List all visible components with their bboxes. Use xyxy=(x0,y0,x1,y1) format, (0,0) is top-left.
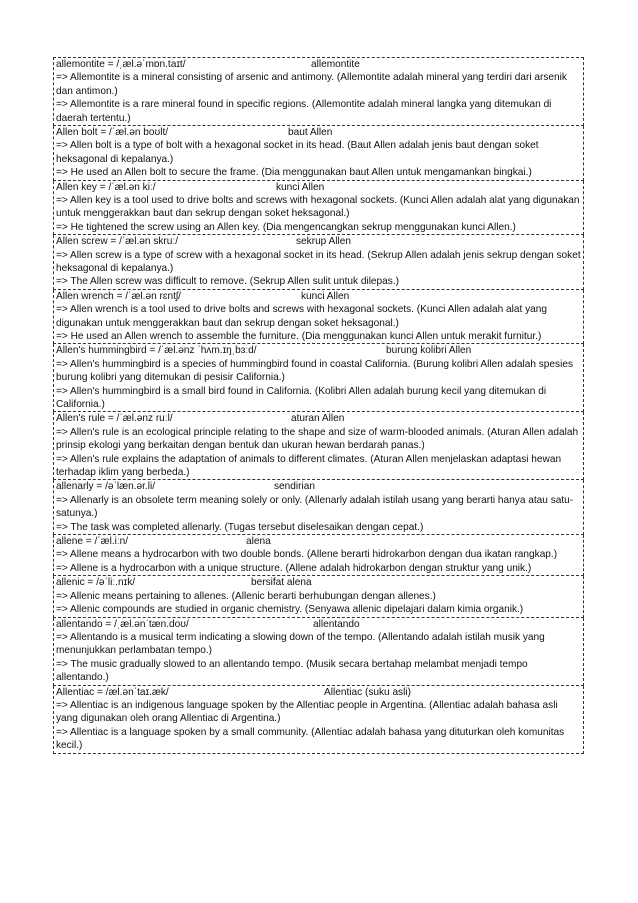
entry-example: => He used an Allen wrench to assemble the furniture. (Dia menggunakan kunci Allen untuk merakit furnitur.) xyxy=(56,331,542,343)
dictionary-entry xyxy=(53,686,584,754)
entry-header xyxy=(56,535,582,548)
entry-translation: baut Allen xyxy=(288,127,333,139)
entry-term: Allen wrench = /ˈæl.ən rɛntʃ/ xyxy=(56,290,181,302)
dictionary-entry xyxy=(53,576,584,617)
entry-example: => Allen wrench is a tool used to drive bolts and screws with hexagonal sockets. (Kunci Allen adalah alat yang digunakan untuk menggerakkan baut dan sekrup dengan soket heksagonal.) xyxy=(56,304,547,329)
entry-example: => The Allen screw was difficult to remove. (Sekrup Allen sulit untuk dilepas.) xyxy=(56,276,399,288)
dictionary-page xyxy=(53,57,584,754)
entry-header xyxy=(56,58,582,71)
dictionary-entry xyxy=(53,181,584,236)
entry-example: => Allene is a hydrocarbon with a unique structure. (Allene adalah hidrokarbon dengan struktur yang unik.) xyxy=(56,562,532,574)
entry-term: allentando = /ˌæl.ənˈtæn.doʊ/ xyxy=(56,618,189,630)
entry-example: => Allentiac is an indigenous language spoken by the Allentiac people in Argentina. (Allentiac adalah bahasa asli yang digunakan oleh orang Allentiac di Argentina.) xyxy=(56,699,558,725)
entry-term: allenic = /əˈliː.nɪk/ xyxy=(56,577,136,589)
entry-example: => He tightened the screw using an Allen key. (Dia mengencangkan sekrup menggunakan kunci Allen.) xyxy=(56,221,516,233)
entry-translation: kunci Allen xyxy=(276,181,325,193)
entry-term: Allen key = /ˈæl.ən kiː/ xyxy=(56,181,156,193)
entry-header xyxy=(56,290,582,303)
entry-example: => Allen's rule explains the adaptation of animals to different climates. (Aturan Allen menjelaskan adaptasi hewan terhadap iklim yang berbeda.) xyxy=(56,453,562,479)
entry-example: => Allentando is a musical term indicating a slowing down of the tempo. (Allentando adalah istilah musik yang menunjukkan perlambatan tempo.) xyxy=(56,631,545,657)
entry-header xyxy=(56,480,582,493)
entry-header xyxy=(56,344,582,357)
entry-translation: alena xyxy=(246,536,271,548)
entry-example: => Allentiac is a language spoken by a small community. (Allentiac adalah bahasa yang dituturkan oleh komunitas kecil.) xyxy=(56,726,565,752)
entry-example: => Allenic compounds are studied in organic chemistry. (Senyawa allenic dipelajari dalam kimia organik.) xyxy=(56,604,524,616)
entry-term: Allen bolt = /ˈæl.ən boʊlt/ xyxy=(56,127,169,139)
entry-translation: sendirian xyxy=(274,481,315,493)
entry-header xyxy=(56,181,582,194)
entry-example: => He used an Allen bolt to secure the frame. (Dia menggunakan baut Allen untuk mengamankan bingkai.) xyxy=(56,167,532,179)
dictionary-entry xyxy=(53,480,584,535)
dictionary-entry xyxy=(53,126,584,181)
entry-example: => Allemontite is a rare mineral found in specific regions. (Allemontite adalah mineral langka yang ditemukan di daerah tertentu.) xyxy=(56,99,552,124)
dictionary-entry xyxy=(53,535,584,576)
entry-translation: bersifat alena xyxy=(251,577,312,589)
dictionary-entry xyxy=(53,235,584,290)
entry-header xyxy=(56,618,582,631)
entry-term: Allentiac = /æl.ənˈtaɪ.æk/ xyxy=(56,686,169,698)
entry-translation: burung kolibri Allen xyxy=(386,345,472,357)
entry-example: => Allemontite is a mineral consisting of arsenic and antimony. (Allemontite adalah mineral yang terdiri dari arsenik dan antimon.) xyxy=(56,72,567,97)
entry-translation: allemontite xyxy=(311,59,360,70)
entry-term: Allen's rule = /ˈæl.ənz ruːl/ xyxy=(56,413,173,425)
dictionary-entry xyxy=(53,344,584,412)
entry-example: => Allen bolt is a type of bolt with a hexagonal socket in its head. (Baut Allen adalah jenis baut dengan soket heksagonal di kepalanya.) xyxy=(56,140,539,165)
entry-example: => Allen key is a tool used to drive bolts and screws with hexagonal sockets. (Kunci Allen adalah alat yang digunakan untuk menggerakkan baut dan sekrup dengan soket heksagonal.) xyxy=(56,195,580,220)
entry-term: allenarly = /əˈlæn.ər.li/ xyxy=(56,481,156,493)
entry-example: => Allene means a hydrocarbon with two double bonds. (Allene berarti hidrokarbon dengan dua ikatan rangkap.) xyxy=(56,549,558,561)
dictionary-entry xyxy=(53,412,584,480)
entry-translation: kunci Allen xyxy=(301,290,350,302)
dictionary-entry xyxy=(53,290,584,345)
entry-example: => Allenic means pertaining to allenes. (Allenic berarti berhubungan dengan allenes.) xyxy=(56,590,436,602)
entry-example: => Allen's rule is an ecological principle relating to the shape and size of warm-blooded animals. (Aturan Allen adalah prinsip ekologi yang berkaitan dengan bentuk dan ukuran hewan berdarah panas.) xyxy=(56,426,579,452)
dictionary-entry xyxy=(53,618,584,686)
entry-translation: Allentiac (suku asli) xyxy=(324,686,411,698)
entry-header xyxy=(56,576,582,589)
entry-term: Allen screw = /ˈæl.ən skruː/ xyxy=(56,236,179,248)
entry-example: => Allen screw is a type of screw with a hexagonal socket in its head. (Sekrup Allen adalah jenis sekrup dengan soket heksagonal di kepalanya.) xyxy=(56,249,581,275)
entry-translation: sekrup Allen xyxy=(296,236,351,248)
entry-term: allene = /ˈæl.iːn/ xyxy=(56,536,129,548)
dictionary-entry xyxy=(53,57,584,126)
entry-example: => The task was completed allenarly. (Tugas tersebut diselesaikan dengan cepat.) xyxy=(56,521,424,533)
entry-header xyxy=(56,686,582,699)
entry-term: Allen's hummingbird = /ˈæl.ənz ˈhʌm.ɪŋˌbɜːd/ xyxy=(56,345,257,357)
entry-example: => Allenarly is an obsolete term meaning solely or only. (Allenarly adalah istilah usang yang berarti hanya atau satu-satunya.) xyxy=(56,494,574,520)
entry-translation: aturan Allen xyxy=(291,413,345,425)
entry-term: allemontite = /ˌæl.əˈmɒn.taɪt/ xyxy=(56,59,186,70)
entry-translation: allentando xyxy=(313,618,360,630)
entry-example: => The music gradually slowed to an allentando tempo. (Musik secara bertahap melambat menjadi tempo allentando.) xyxy=(56,658,528,684)
entry-example: => Allen's hummingbird is a species of hummingbird found in coastal California. (Burung kolibri Allen adalah spesies burung kolibri yang ditemukan di pesisir California.) xyxy=(56,358,573,384)
entry-header xyxy=(56,412,582,425)
entry-header xyxy=(56,126,582,139)
entry-example: => Allen's hummingbird is a small bird found in California. (Kolibri Allen adalah burung kecil yang ditemukan di California.) xyxy=(56,385,547,411)
entry-header xyxy=(56,235,582,248)
